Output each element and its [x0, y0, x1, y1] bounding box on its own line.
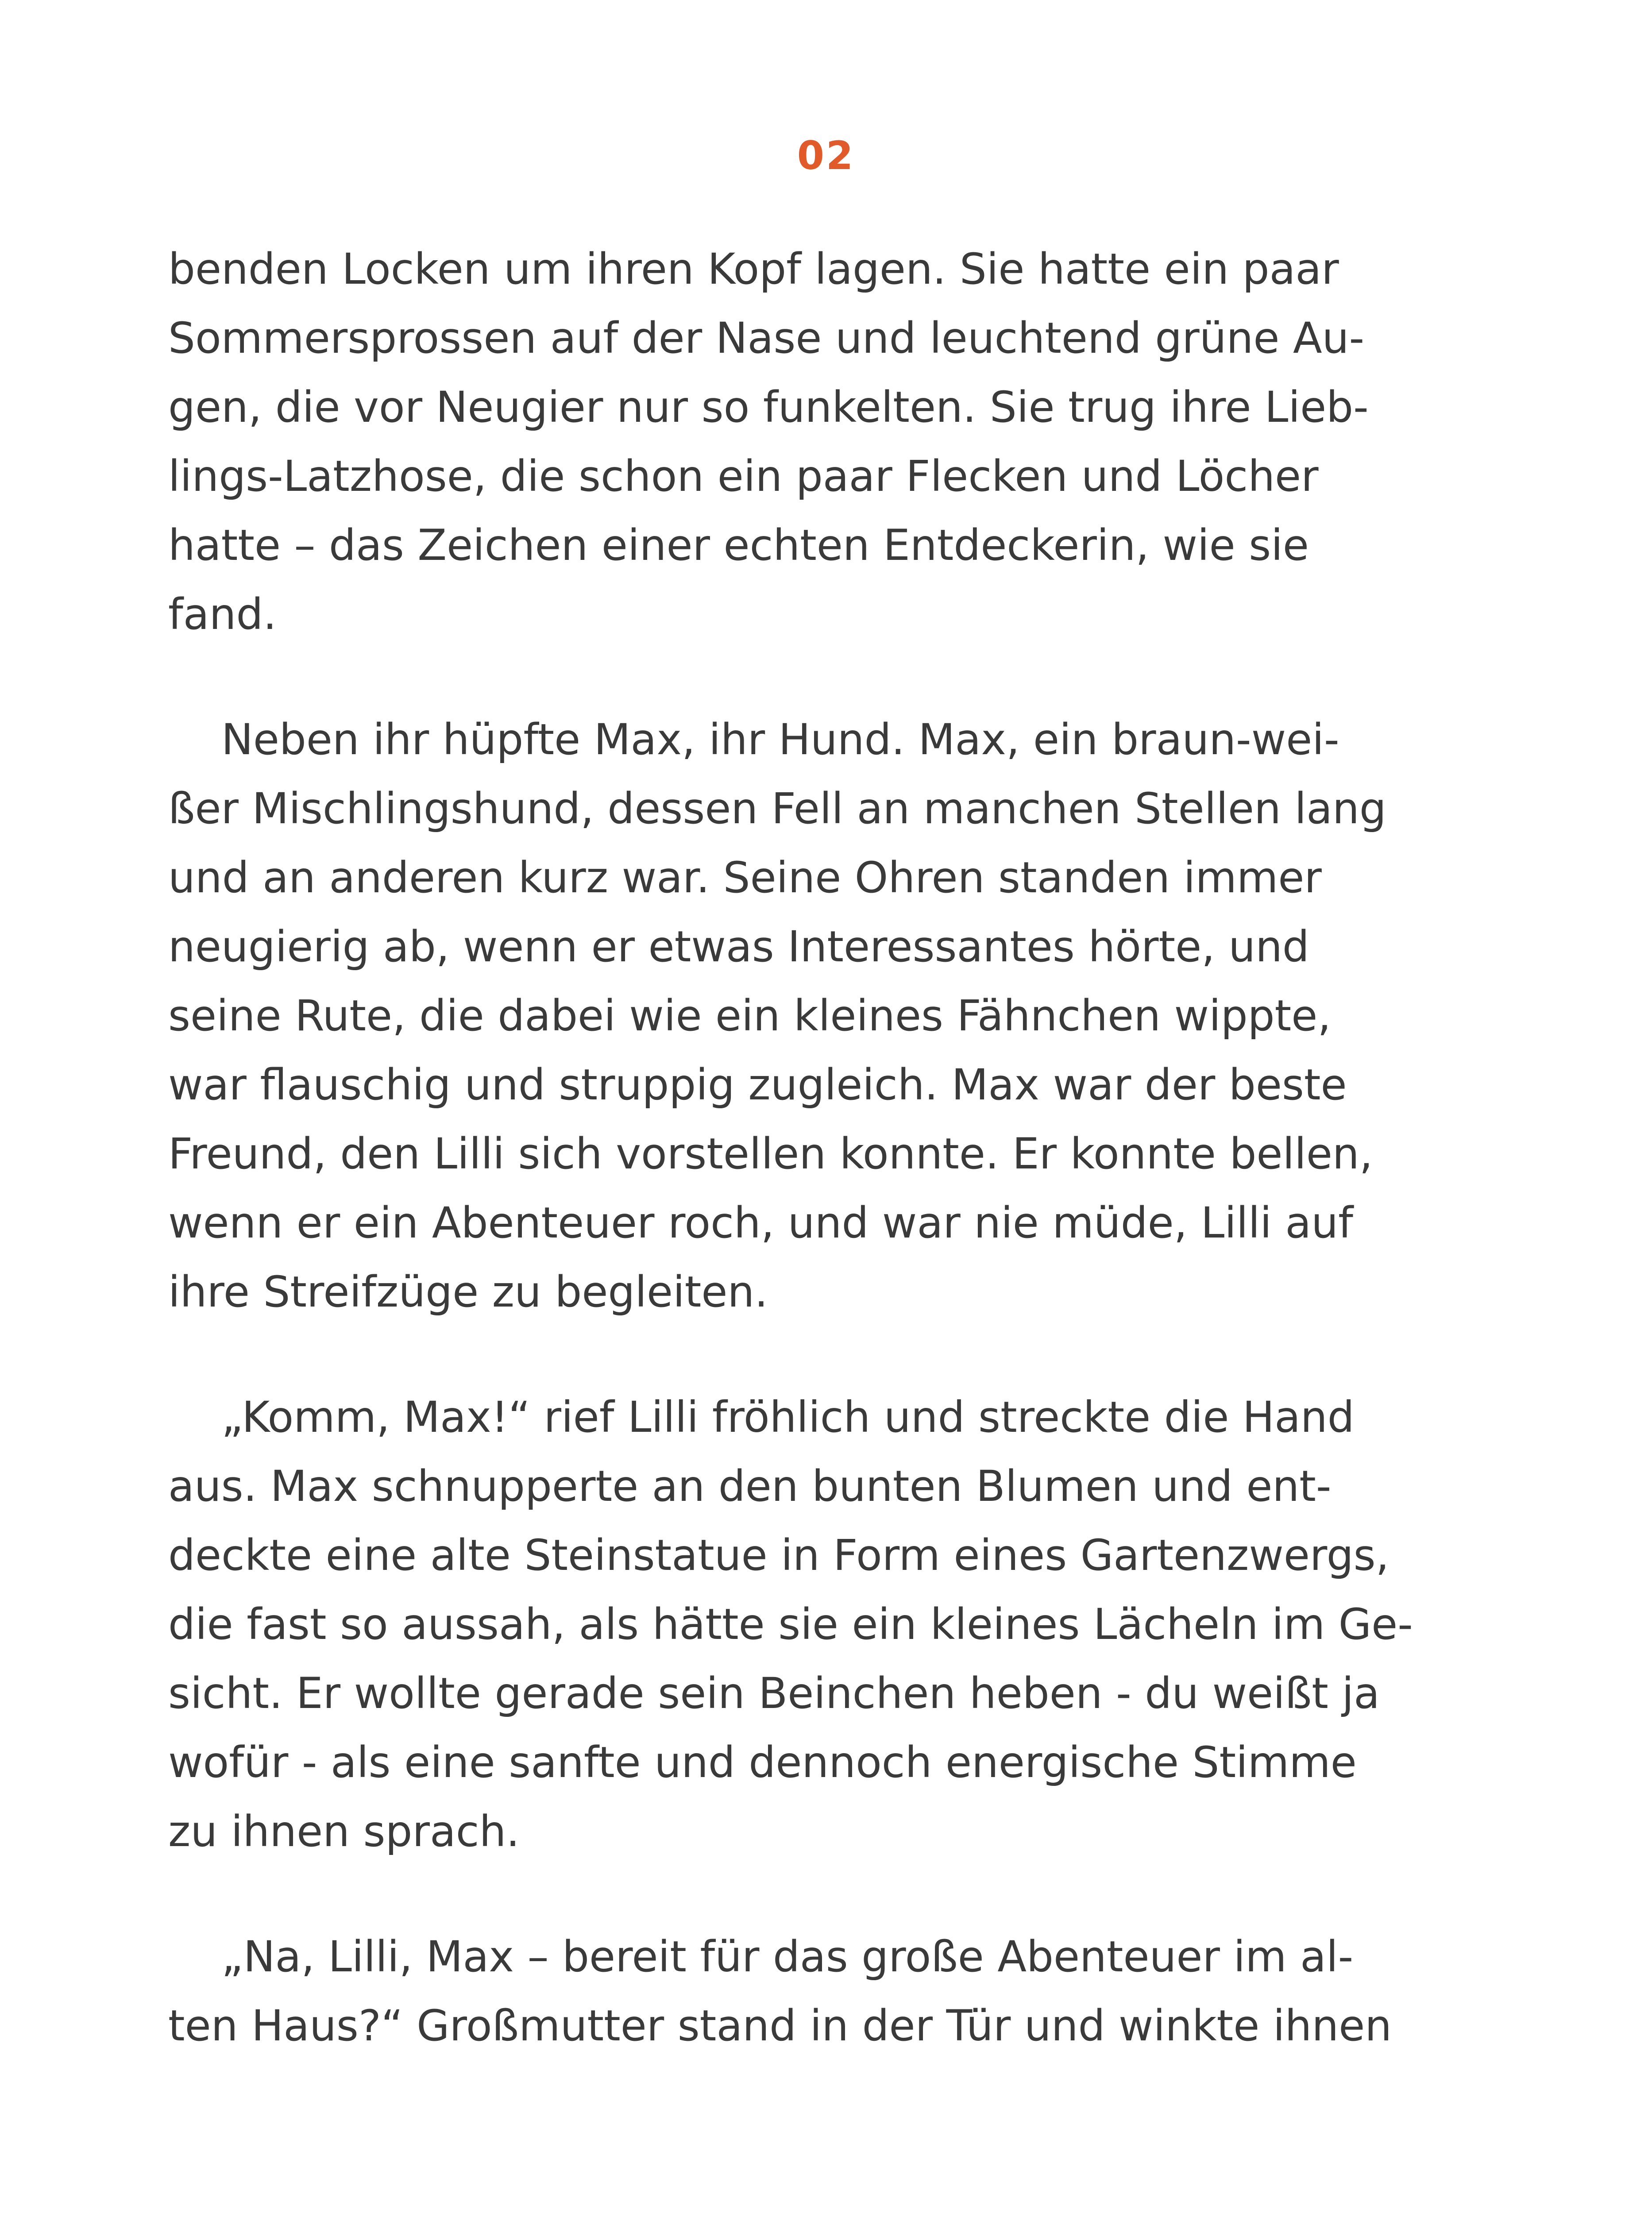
text-line: Neben ihr hüpfte Max, ihr Hund. Max, ein braun-wei-	[221, 715, 1339, 764]
body-text	[168, 235, 1443, 2117]
text-line: deckte eine alte Steinstatue in Form eines Gartenzwergs,	[168, 1531, 1390, 1580]
text-line: seine Rute, die dabei wie ein kleines Fähnchen wippte,	[168, 991, 1331, 1041]
text-line: hatte – das Zeichen einer echten Entdeckerin, wie sie	[168, 520, 1309, 570]
text-line: Freund, den Lilli sich vorstellen konnte. Er konnte bellen,	[168, 1129, 1373, 1179]
text-line: „Na, Lilli, Max – bereit für das große Abenteuer im al-	[221, 1932, 1354, 1982]
paragraph-3	[168, 1383, 1443, 1866]
text-line: und an anderen kurz war. Seine Ohren standen immer	[168, 853, 1322, 902]
text-line: die fast so aussah, als hätte sie ein kleines Lächeln im Ge-	[168, 1600, 1413, 1649]
text-line: wofür - als eine sanfte und dennoch energische Stimme	[168, 1738, 1357, 1787]
text-line: ihre Streifzüge zu begleiten.	[168, 1267, 768, 1317]
paragraph-1	[168, 235, 1443, 649]
paragraph-2	[168, 705, 1443, 1326]
text-line: „Komm, Max!“ rief Lilli fröhlich und streckte die Hand	[221, 1392, 1355, 1442]
text-line: zu ihnen sprach.	[168, 1807, 520, 1856]
text-line: Sommersprossen auf der Nase und leuchtend grüne Au-	[168, 313, 1365, 363]
text-line: ßer Mischlingshund, dessen Fell an manchen Stellen lang	[168, 784, 1386, 833]
text-line: wenn er ein Abenteuer roch, und war nie müde, Lilli auf	[168, 1198, 1353, 1248]
page-number: 02	[797, 133, 855, 178]
text-line: neugierig ab, wenn er etwas Interessantes hörte, und	[168, 922, 1309, 972]
text-line: benden Locken um ihren Kopf lagen. Sie hatte ein paar	[168, 244, 1339, 294]
text-line: war flauschig und struppig zugleich. Max war der beste	[168, 1060, 1347, 1110]
text-line: lings-Latzhose, die schon ein paar Flecken und Löcher	[168, 451, 1319, 501]
paragraph-4	[168, 1922, 1443, 2060]
text-line: aus. Max schnupperte an den bunten Blumen und ent-	[168, 1461, 1332, 1511]
text-line: fand.	[168, 590, 277, 639]
text-line: sicht. Er wollte gerade sein Beinchen heben - du weißt ja	[168, 1669, 1380, 1718]
text-line: ten Haus?“ Großmutter stand in der Tür und winkte ihnen	[168, 2001, 1392, 2051]
text-line: gen, die vor Neugier nur so funkelten. Sie trug ihre Lieb-	[168, 382, 1369, 432]
